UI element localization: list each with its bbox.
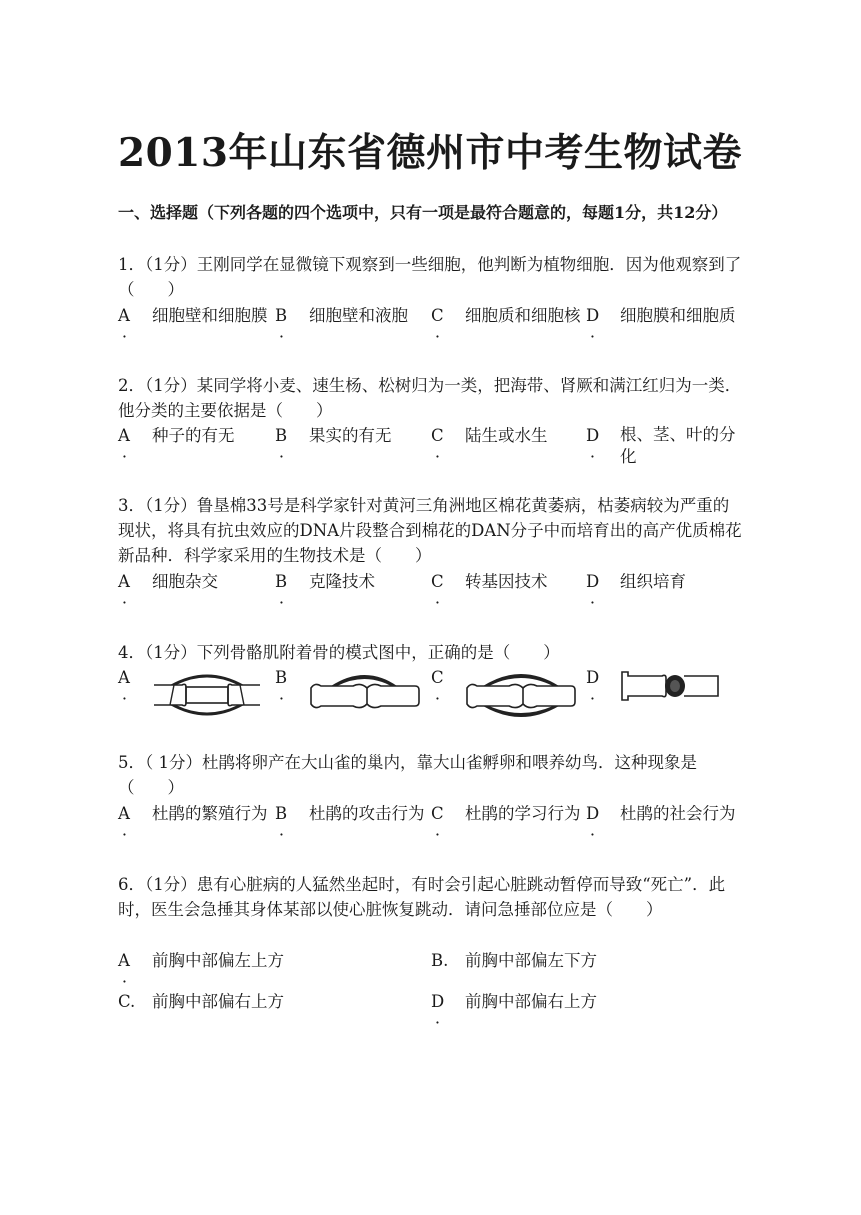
question-4-options: A ． B ． C ． D ． <box>118 666 758 716</box>
muscle-bone-diagram-a <box>152 666 262 724</box>
muscle-bone-diagram-c <box>465 666 577 724</box>
question-1-text: 1．（1分）王刚同学在显微镜下观察到一些细胞，他判断为植物细胞．因为他观察到了（ ） <box>118 255 742 299</box>
question-6-text: 6．（1分）患有心脏病的人猛然坐起时，有时会引起心脏跳动暂停而导致“死亡”．此时，医生会急捶其身体某部以使心脏恢复跳动．请问急捶部位应是（ ） <box>118 875 726 919</box>
question-6-options-row-2: C. 前胸中部偏右上方 D ． 前胸中部偏右上方 <box>118 992 597 1027</box>
question-2-options: A ． 种子的有无 B ． 果实的有无 C ． 陆生或水生 D ． 根、茎、叶的分化 <box>118 425 736 466</box>
question-5-text: 5．（ 1分）杜鹃将卵产在大山雀的巢内，靠大山雀孵卵和喂养幼鸟．这种现象是（ ） <box>118 753 697 797</box>
muscle-bone-diagram-d <box>620 666 720 706</box>
question-3-options: A ． 细胞杂交 B ． 克隆技术 C ． 转基因技术 D ． 组织培育 <box>118 572 686 607</box>
section-heading: 一、选择题（下列各题的四个选项中，只有一项是最符合题意的，每题1分，共12分） <box>118 203 728 222</box>
question-4-text: 4．（1分）下列骨骼肌附着骨的模式图中，正确的是（ ） <box>118 643 560 662</box>
question-1-options: A ． 细胞壁和细胞膜 B ． 细胞壁和液胞 C ． 细胞质和细胞核 D ． 细胞膜和细胞质 <box>118 306 736 341</box>
question-2-text: 2．（1分）某同学将小麦、速生杨、松树归为一类，把海带、肾厥和满江红归为一类．他分类的主要依据是（ ） <box>118 376 742 420</box>
question-3-text: 3．（1分）鲁垦棉33号是科学家针对黄河三角洲地区棉花黄萎病，枯萎病较为严重的现状，将具有抗虫效应的DNA片段整合到棉花的DAN分子中而培育出的高产优质棉花新品种．科学家采用的生物技术是（ ） <box>118 496 742 565</box>
question-6-options-row-1: A ． 前胸中部偏左上方 B. 前胸中部偏左下方 <box>118 951 597 986</box>
page-title: 2013年山东省德州市中考生物试卷 <box>118 130 743 176</box>
question-5-options: A ． 杜鹃的繁殖行为 B ． 杜鹃的攻击行为 C ． 杜鹃的学习行为 D ． 杜鹃的社会行为 <box>118 804 736 839</box>
muscle-bone-diagram-b <box>309 666 421 724</box>
